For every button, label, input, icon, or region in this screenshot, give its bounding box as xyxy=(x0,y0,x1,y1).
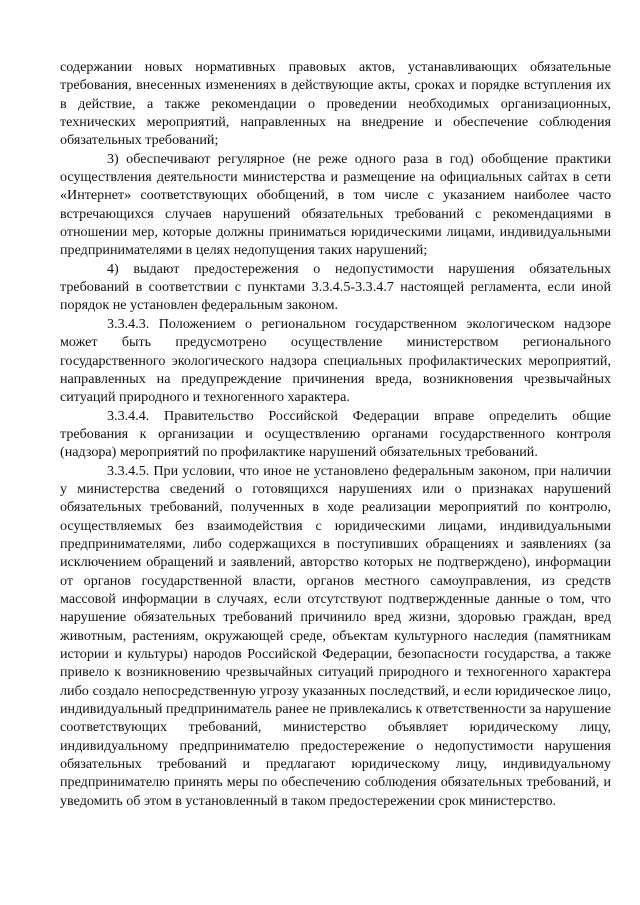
paragraph-continuation: содержании новых нормативных правовых актов, устанавливающих обязательные требования, внесенных изменениях в действующие акты, сроках и порядке вступления их в действие, а также рекомендации о проведении необходимых организационных, технических мероприятий, направленных на внедрение и обеспечение соблюдения обязательных требований; xyxy=(60,59,611,149)
paragraph-item-3: 3) обеспечивают регулярное (не реже одного раза в год) обобщение практики осуществления деятельности министерства и размещение на официальных сайтах в сети «Интернет» соответствующих обобщений, в том числе с указанием наиболее часто встречающихся случаев нарушений обязательных требований с рекомендациями в отношении мер, которые должны приниматься юридическими лицами, индивидуальными предпринимателями в целях недопущения таких нарушений; xyxy=(60,150,611,259)
paragraph-3-3-4-5: 3.3.4.5. При условии, что иное не установлено федеральным законом, при наличии у министерства сведений о готовящихся нарушениях или о признаках нарушений обязательных требований, полученных в ходе реализации мероприятий по контролю, осуществляемых без взаимодействия с юридическими лицами, индивидуальными предпринимателями, либо содержащихся в поступивших обращениях и заявлениях (за исключением обращений и заявлений, авторство которых не подтверждено), информации от органов государственной власти, органов местного самоуправления, из средств массовой информации в случаях, если отсутствуют подтвержденные данные о том, что нарушение обязательных требований причинило вред жизни, здоровью граждан, вред животным, растениям, окружающей среде, объектам культурного наследия (памятникам истории и культуры) народов Российской Федерации, безопасности государства, а также привело к возникновению чрезвычайных ситуаций природного и техногенного характера либо создало непосредственную угрозу указанных последствий, и если юридическое лицо, индивидуальный предприниматель ранее не привлекались к ответственности за нарушение соответствующих требований, министерство объявляет юридическому лицу, индивидуальному предпринимателю предостережение о недопустимости нарушения обязательных требований и предлагают юридическому лицу, индивидуальному предпринимателю принять меры по обеспечению соблюдения обязательных требований, и уведомить об этом в установленный в таком предостережении срок министерство. xyxy=(60,462,611,809)
paragraph-3-3-4-3: 3.3.4.3. Положением о региональном государственном экологическом надзоре может быть предусмотрено осуществление министерством регионального государственного экологического надзора специальных профилактических мероприятий, направленных на предупреждение причинения вреда, возникновения чрезвычайных ситуаций природного и техногенного характера. xyxy=(60,315,611,406)
paragraph-3-3-4-4: 3.3.4.4. Правительство Российской Федерации вправе определить общие требования к организации и осуществлению органами государственного контроля (надзора) мероприятий по профилактике нарушений обязательных требований. xyxy=(60,407,611,461)
document-page xyxy=(60,58,611,810)
paragraph-item-4: 4) выдают предостережения о недопустимости нарушения обязательных требований в соответствии с пунктами 3.3.4.5-3.3.4.7 настоящей регламента, если иной порядок не установлен федеральным законом. xyxy=(60,260,611,314)
